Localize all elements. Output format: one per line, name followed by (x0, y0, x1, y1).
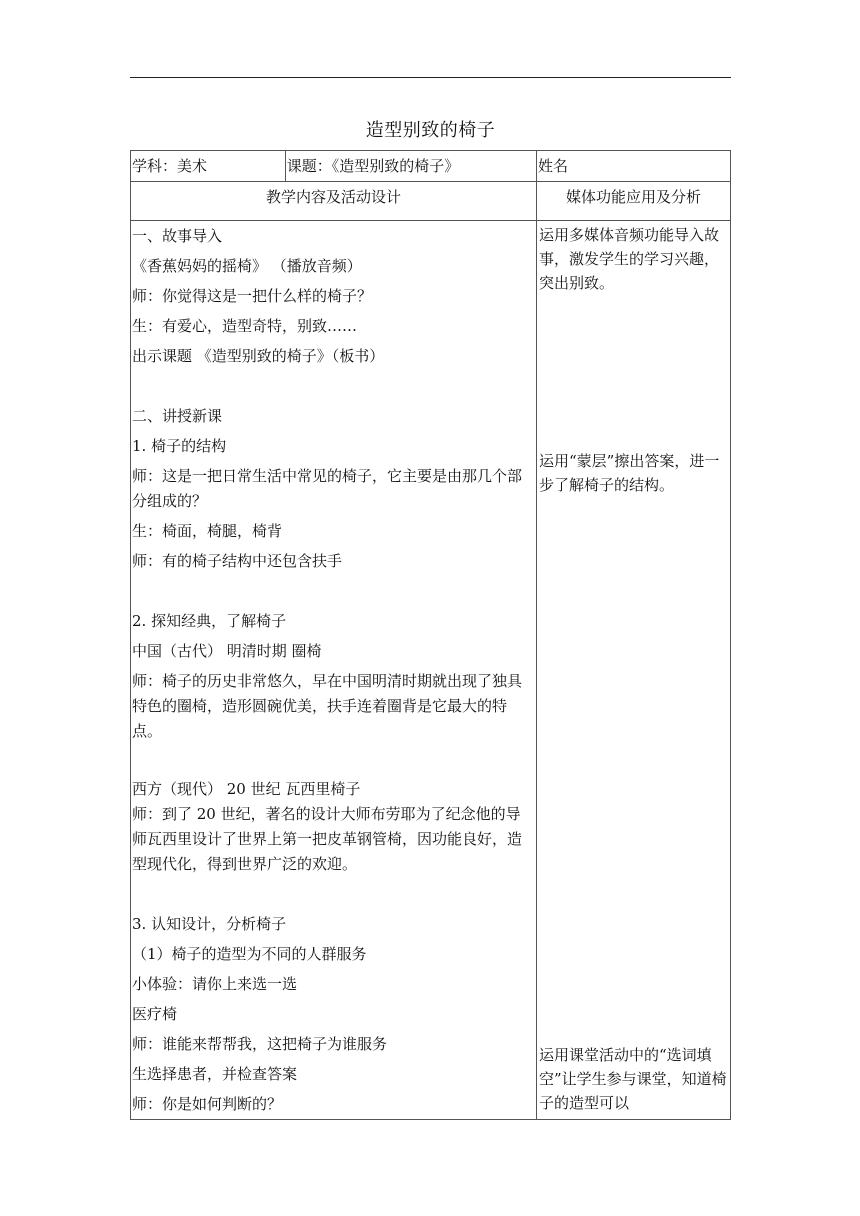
item-3-question: 师：谁能来帮帮我，这把椅子为谁服务 (132, 1035, 388, 1053)
media-note-3: 运用课堂活动中的“选词填空”让学生参与课堂，知道椅子的造型可以 (539, 1046, 727, 1112)
media-note-2: 运用“蒙层”擦出答案，进一步了解椅子的结构。 (539, 452, 720, 494)
west-chair-line: 西方（现代） 20 世纪 瓦西里椅子 (132, 780, 361, 798)
show-topic: 出示课题 《造型别致的椅子》（板书） (132, 347, 385, 365)
section-1-heading: 一、故事导入 (132, 227, 223, 245)
body-row (131, 221, 731, 1120)
west-chair-text: 师：到了 20 世纪，著名的设计大师布劳耶为了纪念他的导师瓦西里设计了世界上第一把皮革钢管椅，因功能良好，造型现代化，得到世界广泛的欢迎。 (132, 805, 523, 873)
header-row (131, 182, 731, 221)
media-cell (537, 221, 731, 1120)
section-2-heading: 二、讲授新课 (132, 407, 223, 425)
china-chair-text: 师：椅子的历史非常悠久，早在中国明清时期就出现了独具特色的圈椅，造形圆碗优美，扶手连着圈背是它最大的特点。 (132, 672, 523, 740)
teacher-question: 师：你觉得这是一把什么样的椅子？ (132, 287, 373, 305)
topic-cell: 课题：《造型别致的椅子》 (285, 151, 536, 182)
item-3-experience: 小体验：请你上来选一选 (132, 975, 298, 993)
media-note-1: 运用多媒体音频功能导入故事，激发学生的学习兴趣，突出别致。 (539, 226, 720, 292)
content-cell (131, 221, 537, 1120)
medical-chair: 医疗椅 (132, 1005, 178, 1023)
item-3-heading: 3. 认知设计，分析椅子 (132, 915, 287, 933)
item-3-sub: （1）椅子的造型为不同的人群服务 (132, 945, 367, 963)
item-1-answer: 生：椅面，椅腿，椅背 (132, 522, 283, 540)
china-chair-line: 中国（古代） 明清时期 圈椅 (132, 642, 322, 660)
item-1-heading: 1. 椅子的结构 (132, 437, 227, 455)
name-cell: 姓名 (537, 151, 731, 182)
item-1-teacher: 师：有的椅子结构中还包含扶手 (132, 552, 343, 570)
header-rule (130, 77, 731, 78)
lesson-plan-table (130, 150, 731, 1120)
item-3-answer: 生选择患者，并检查答案 (132, 1065, 298, 1083)
content-header: 教学内容及活动设计 (131, 182, 537, 221)
media-header: 媒体功能应用及分析 (537, 182, 731, 221)
info-row (131, 151, 731, 182)
item-2-heading: 2. 探知经典，了解椅子 (132, 612, 287, 630)
subject-cell: 学科：美术 (131, 151, 286, 182)
item-3-question-2: 师：你是如何判断的？ (132, 1095, 283, 1113)
story-line: 《香蕉妈妈的摇椅》 （播放音频） (132, 257, 362, 275)
student-answer: 生：有爱心，造型奇特，别致…… (132, 317, 358, 335)
document-title: 造型别致的椅子 (365, 120, 496, 141)
item-1-question: 师：这是一把日常生活中常见的椅子，它主要是由那几个部分组成的？ (132, 467, 523, 510)
